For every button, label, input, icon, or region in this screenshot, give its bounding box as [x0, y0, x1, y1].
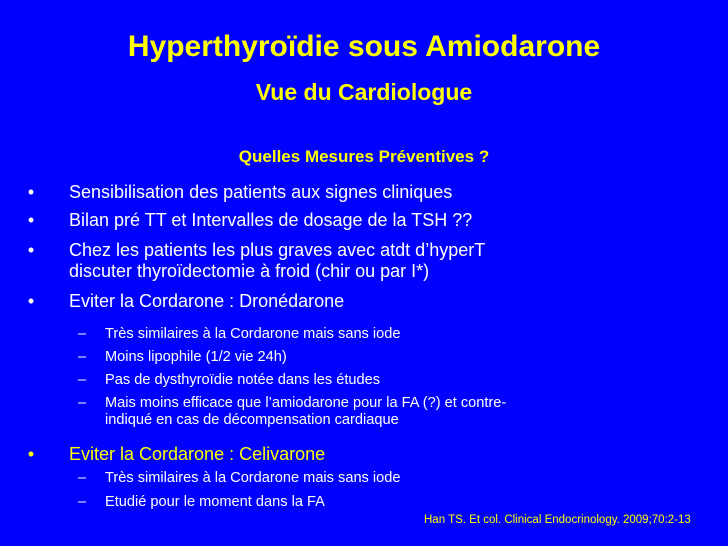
bullet-item — [27, 444, 719, 465]
bullet-marker: • — [27, 210, 35, 230]
sub-bullet-text: Etudié pour le moment dans la FA — [105, 494, 325, 510]
bullet-marker: • — [27, 240, 35, 260]
bullet-text-line-2: discuter thyroïdectomie à froid (chir ou par I*) — [69, 261, 430, 281]
bullet-item — [27, 240, 719, 282]
bullet-text: Eviter la Cordarone : Dronédarone — [69, 291, 345, 311]
sub-bullet-item — [78, 395, 715, 429]
bullet-item — [27, 210, 719, 231]
bullet-text-line-1: Chez les patients les plus graves avec atdt d’hyperT — [69, 240, 486, 260]
slide-subtitle: Vue du Cardiologue — [255, 79, 473, 105]
dash-marker: – — [78, 349, 87, 365]
dash-marker: – — [78, 494, 87, 510]
sub-bullet-item — [78, 349, 715, 366]
bullet-text: Eviter la Cordarone : Celivarone — [69, 444, 326, 464]
sub-bullet-item — [78, 372, 715, 389]
bullet-item — [27, 291, 719, 312]
bullet-text: Sensibilisation des patients aux signes cliniques — [69, 182, 453, 202]
sub-bullet-text: Très similaires à la Cordarone mais sans iode — [105, 326, 401, 342]
bullet-marker: • — [27, 291, 35, 311]
sub-bullet-text-line-1: Mais moins efficace que l’amiodarone pour la FA (?) et contre- — [105, 395, 507, 411]
sub-bullet-item — [78, 470, 715, 487]
dash-marker: – — [78, 395, 87, 411]
bullet-marker: • — [27, 182, 35, 202]
sub-bullet-item — [78, 326, 715, 343]
sub-bullet-text: Pas de dysthyroïdie notée dans les études — [105, 372, 381, 388]
sub-bullet-text: Très similaires à la Cordarone mais sans iode — [105, 470, 401, 486]
sub-bullet-text: Moins lipophile (1/2 vie 24h) — [105, 349, 287, 365]
bullet-marker: • — [27, 444, 35, 464]
sub-bullet-item — [78, 494, 715, 511]
bullet-text: Bilan pré TT et Intervalles de dosage de la TSH ?? — [69, 210, 473, 230]
dash-marker: – — [78, 326, 87, 342]
citation: Han TS. Et col. Clinical Endocrinology. 2009;70:2-13 — [424, 514, 691, 526]
dash-marker: – — [78, 372, 87, 388]
slide-title: Hyperthyroïdie sous Amiodarone — [127, 30, 601, 63]
bullet-item — [27, 182, 719, 203]
section-question: Quelles Mesures Préventives ? — [238, 147, 490, 166]
dash-marker: – — [78, 470, 87, 486]
sub-bullet-text-line-2: indiqué en cas de décompensation cardiaque — [105, 412, 399, 428]
